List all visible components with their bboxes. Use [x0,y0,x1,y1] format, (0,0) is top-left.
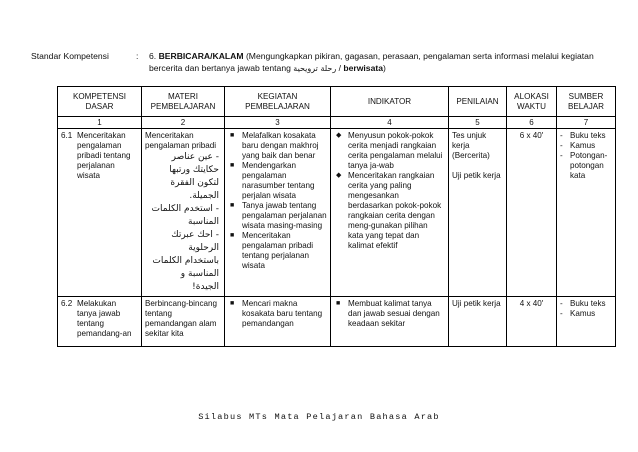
standar-text [149,50,614,75]
arabic-line: المناسبة [188,217,219,227]
penilaian-cell [449,129,507,297]
page-footer: Silabus MTs Mata Pelajaran Bahasa Arab [198,412,440,422]
sumber-text: Kamus [570,309,596,318]
arabic-line: - احك عبرتك [171,230,219,240]
header-sumber: SUMBER BELAJAR [557,87,616,117]
list-item [228,201,327,231]
diamond-bullet-icon: ◆ [336,132,342,139]
standar-slash: / [338,63,341,73]
header-materi: MATERI PEMBELAJARAN [142,87,225,117]
col-number: 3 [225,117,331,129]
header-alokasi: ALOKASI WAKTU [507,87,557,117]
number-row [58,117,616,129]
materi-arabic [145,151,221,294]
standar-number: 6. [149,51,157,61]
list-item: - Buku teks [560,131,606,140]
materi-cell [142,129,225,297]
indikator-cell [331,297,449,347]
arabic-line: المناسبة و [180,269,219,279]
arabic-line: لتكون الفقرة [170,178,219,188]
kd-number: 6.2 [61,299,73,308]
alokasi-cell: 4 x 40' [507,297,557,347]
list-item: - Potongan-potongan kata [560,151,608,180]
table-row [58,129,616,297]
list-item [228,131,327,161]
col-number: 6 [507,117,557,129]
sumber-text: Buku teks [570,299,606,308]
arabic-line: الجميلة. [189,191,219,201]
col-number: 5 [449,117,507,129]
standar-desc: (Mengungkapkan pikiran, gagasan, perasaan, pengalaman serta informasi melalui kegiatan bercerita dan bertanya jawab tentang [149,51,594,73]
header-kegiatan: KEGIATAN PEMBELAJARAN [225,87,331,117]
col-number: 2 [142,117,225,129]
penilaian-cell: Uji petik kerja [449,297,507,347]
arabic-line: الجيدة! [192,282,219,292]
sumber-text: Buku teks [570,131,606,140]
arabic-line: - استخدم الكلمات [151,204,219,214]
list-item [228,231,327,271]
kd-number: 6.1 [61,131,73,140]
penilaian-text: Tes unjuk kerja [452,131,487,150]
kegiatan-text: Mencari makna kosakata baru tentang pemandangan [242,299,323,328]
header-penilaian: PENILAIAN [449,87,507,117]
list-item [228,161,327,201]
standar-title: BERBICARA/KALAM [158,51,244,61]
standar-colon: : [136,51,139,61]
list-item [334,171,445,251]
materi-text: Menceritakan pengalaman pribadi [145,131,217,150]
alokasi-cell: 6 x 40' [507,129,557,297]
indikator-text: Menyusun pokok-pokok cerita menjadi rangkaian cerita pengalaman melalui tanya ja-wab [348,131,443,170]
header-kompetensi: KOMPETENSI DASAR [58,87,142,117]
standar-latin: berwisata [343,63,384,73]
arabic-line: باستخدام الكلمات [152,256,219,266]
square-bullet-icon: ■ [230,132,235,139]
col-number: 7 [557,117,616,129]
square-bullet-icon: ■ [230,162,235,169]
diamond-bullet-icon: ◆ [336,172,342,179]
sumber-text: Potongan-potongan kata [570,151,608,180]
list-item [228,299,327,329]
sumber-cell [557,129,616,297]
arabic-line: الرحلوية [188,243,219,253]
standar-arabic: رحلة ترويحية [293,64,337,73]
penilaian-text: (Bercerita) [452,151,490,160]
kompetensi-cell [58,129,142,297]
col-number: 4 [331,117,449,129]
kd-text: Menceritakan pengalaman pribadi tentang perjalanan wisata [77,131,131,180]
arabic-line: - عين عناصر [171,152,219,162]
standar-close: ) [383,63,386,73]
list-item [334,131,445,171]
indikator-cell [331,129,449,297]
list-item: - Kamus [560,309,596,318]
kompetensi-cell [58,297,142,347]
list-item [334,299,445,329]
square-bullet-icon: ■ [230,300,235,307]
indikator-text: Menceritakan rangkaian cerita yang paling mengesankan berdasarkan pokok-pokok rangkaian cerita dengan meng-gunakan pilihan kata yang tepat dan kalimat efektif [348,171,442,250]
header-indikator: INDIKATOR [331,87,449,117]
square-bullet-icon: ■ [230,202,235,209]
kd-text: Melakukan tanya jawab tentang pemandang-an [77,299,132,338]
standar-label: Standar Kompetensi [31,51,109,61]
penilaian-text: Uji petik kerja [452,171,501,180]
kegiatan-text: Melafalkan kosakata baru dengan makhroj yang baik dan benar [242,131,319,160]
syllabus-table [57,86,616,347]
kegiatan-cell [225,297,331,347]
kegiatan-cell [225,129,331,297]
arabic-line: حكايتك ورتبها [169,165,219,175]
list-item: - Buku teks [560,299,606,308]
indikator-text: Membuat kalimat tanya dan jawab sesuai dengan keadaan sekitar [348,299,440,328]
col-number: 1 [58,117,142,129]
square-bullet-icon: ■ [336,300,341,307]
table-row [58,297,616,347]
materi-cell: Berbincang-bincang tentang pemandangan alam sekitar kita [142,297,225,347]
square-bullet-icon: ■ [230,232,235,239]
sumber-text: Kamus [570,141,596,150]
sumber-cell [557,297,616,347]
header-row [58,87,616,117]
kegiatan-text: Mendengarkan pengalaman narasumber tentang perjalan wisata [242,161,315,200]
kegiatan-text: Menceritakan pengalaman pribadi tentang perjalanan wisata [242,231,314,270]
list-item: - Kamus [560,141,596,150]
kegiatan-text: Tanya jawab tentang pengalaman perjalanan wisata masing-masing [242,201,327,230]
